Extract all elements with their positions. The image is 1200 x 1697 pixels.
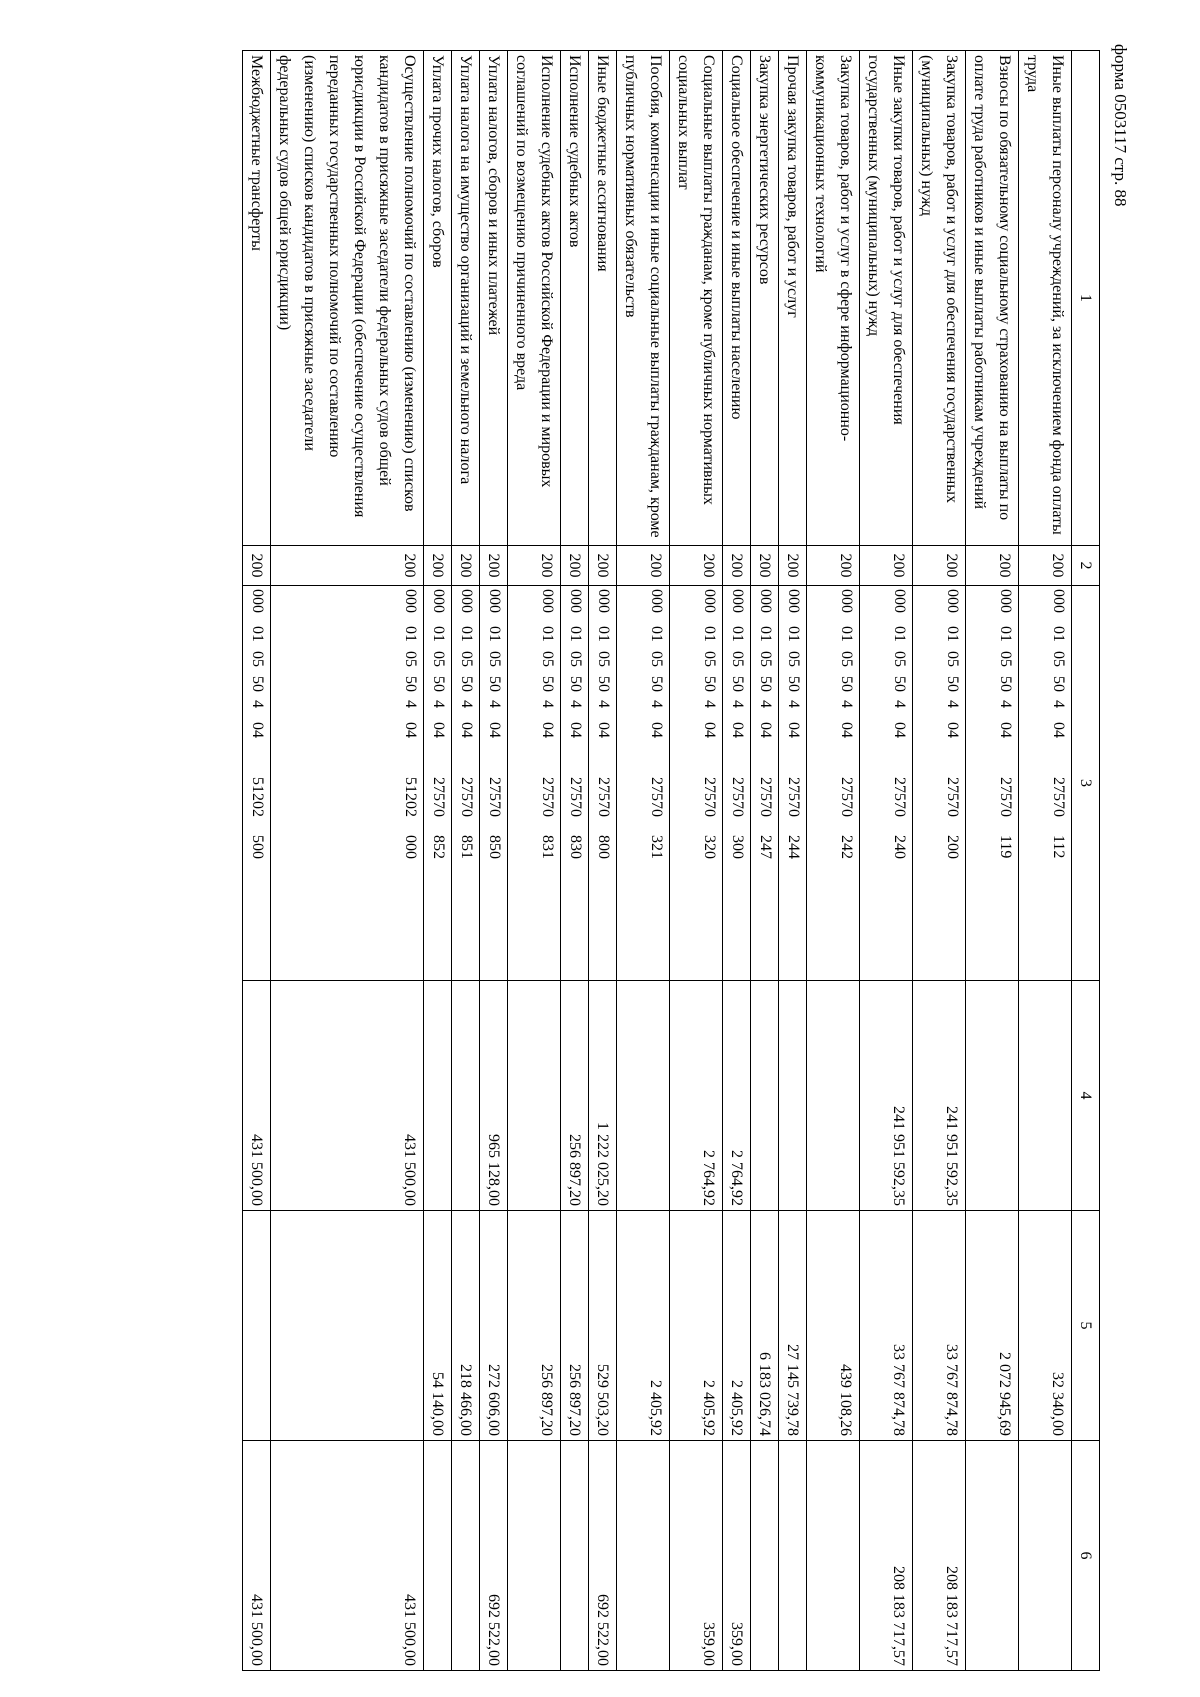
code-part: 01 bbox=[430, 626, 447, 642]
row-unexecuted-amount bbox=[561, 1441, 589, 1671]
column-header: 5 bbox=[1072, 1211, 1100, 1441]
row-approved-amount: 256 897,20 bbox=[561, 981, 589, 1211]
table-row bbox=[860, 51, 913, 1671]
row-unexecuted-amount bbox=[966, 1441, 1019, 1671]
row-budget-code bbox=[779, 586, 807, 981]
row-unexecuted-amount bbox=[1019, 1441, 1072, 1671]
code-part: 01 bbox=[997, 626, 1014, 642]
budget-code-parts bbox=[454, 586, 479, 980]
code-part: 05 bbox=[1050, 651, 1067, 667]
code-part: 04 bbox=[648, 722, 665, 738]
table-row bbox=[452, 51, 480, 1671]
code-part: 27570 bbox=[539, 777, 556, 817]
code-part: 50 bbox=[757, 676, 774, 692]
row-line-code: 200 bbox=[617, 546, 670, 586]
row-line-code: 200 bbox=[751, 546, 779, 586]
budget-code-parts bbox=[245, 586, 270, 980]
code-part: 05 bbox=[539, 651, 556, 667]
row-line-code: 200 bbox=[271, 546, 424, 586]
row-name: Социальные выплаты гражданам, кроме публичных нормативных социальных выплат bbox=[670, 51, 723, 546]
budget-code-parts bbox=[644, 586, 669, 980]
row-executed-amount: 2 405,92 bbox=[617, 1211, 670, 1441]
code-part: 50 bbox=[486, 676, 503, 692]
code-part: 4 bbox=[997, 700, 1014, 708]
table-row bbox=[670, 51, 723, 1671]
code-part: 000 bbox=[249, 589, 266, 613]
row-budget-code bbox=[751, 586, 779, 981]
row-name: Иные закупки товаров, работ и услуг для обеспечения государственных (муниципальных) нужд bbox=[860, 51, 913, 546]
column-header: 6 bbox=[1072, 1441, 1100, 1671]
code-part: 01 bbox=[595, 626, 612, 642]
code-part: 830 bbox=[567, 835, 584, 859]
code-part: 4 bbox=[567, 700, 584, 708]
code-part: 119 bbox=[997, 835, 1014, 859]
code-part: 800 bbox=[595, 835, 612, 859]
code-part: 000 bbox=[1050, 589, 1067, 613]
code-part: 50 bbox=[249, 676, 266, 692]
code-part: 05 bbox=[486, 651, 503, 667]
row-unexecuted-amount: 692 522,00 bbox=[480, 1441, 508, 1671]
code-part: 27570 bbox=[486, 777, 503, 817]
code-part: 240 bbox=[891, 835, 908, 859]
code-part: 04 bbox=[701, 722, 718, 738]
code-part: 04 bbox=[997, 722, 1014, 738]
code-part: 01 bbox=[539, 626, 556, 642]
table-row bbox=[508, 51, 561, 1671]
code-part: 000 bbox=[757, 589, 774, 613]
code-part: 05 bbox=[838, 651, 855, 667]
table-row bbox=[966, 51, 1019, 1671]
code-part: 04 bbox=[757, 722, 774, 738]
budget-code-parts bbox=[535, 586, 560, 980]
row-name: Закупка энергетических ресурсов bbox=[751, 51, 779, 546]
budget-code-parts bbox=[887, 586, 912, 980]
budget-code-parts bbox=[426, 586, 451, 980]
budget-code-parts bbox=[781, 586, 806, 980]
row-line-code: 200 bbox=[966, 546, 1019, 586]
row-budget-code bbox=[1019, 586, 1072, 981]
code-part: 000 bbox=[729, 589, 746, 613]
code-part: 27570 bbox=[701, 777, 718, 817]
table-row bbox=[617, 51, 670, 1671]
code-part: 852 bbox=[430, 835, 447, 859]
row-name: Закупка товаров, работ и услуг в сфере информационно-коммуникационных технологий bbox=[807, 51, 860, 546]
table-row bbox=[589, 51, 617, 1671]
code-part: 04 bbox=[430, 722, 447, 738]
code-part: 4 bbox=[402, 700, 419, 708]
row-approved-amount bbox=[807, 981, 860, 1211]
row-executed-amount: 439 108,26 bbox=[807, 1211, 860, 1441]
code-part: 01 bbox=[838, 626, 855, 642]
row-budget-code bbox=[617, 586, 670, 981]
row-name: Пособия, компенсации и иные социальные выплаты гражданам, кроме публичных нормативных обязательств bbox=[617, 51, 670, 546]
code-part: 27570 bbox=[729, 777, 746, 817]
code-part: 50 bbox=[430, 676, 447, 692]
row-executed-amount: 256 897,20 bbox=[561, 1211, 589, 1441]
code-part: 04 bbox=[891, 722, 908, 738]
row-approved-amount bbox=[779, 981, 807, 1211]
row-line-code: 200 bbox=[243, 546, 271, 586]
code-part: 27570 bbox=[567, 777, 584, 817]
code-part: 320 bbox=[701, 835, 718, 859]
budget-code-parts bbox=[591, 586, 616, 980]
code-part: 50 bbox=[1050, 676, 1067, 692]
row-executed-amount: 529 503,20 bbox=[589, 1211, 617, 1441]
row-unexecuted-amount bbox=[508, 1441, 561, 1671]
row-name: Иные бюджетные ассигнования bbox=[589, 51, 617, 546]
code-part: 01 bbox=[567, 626, 584, 642]
code-part: 51202 bbox=[402, 777, 419, 817]
code-part: 000 bbox=[595, 589, 612, 613]
code-part: 000 bbox=[891, 589, 908, 613]
row-approved-amount bbox=[508, 981, 561, 1211]
code-part: 01 bbox=[785, 626, 802, 642]
code-part: 000 bbox=[944, 589, 961, 613]
budget-code-parts bbox=[563, 586, 588, 980]
code-part: 4 bbox=[648, 700, 665, 708]
table-row bbox=[779, 51, 807, 1671]
row-unexecuted-amount bbox=[452, 1441, 480, 1671]
code-part: 27570 bbox=[891, 777, 908, 817]
row-budget-code bbox=[561, 586, 589, 981]
column-header: 2 bbox=[1072, 546, 1100, 586]
row-name: Прочая закупка товаров, работ и услуг bbox=[779, 51, 807, 546]
code-part: 50 bbox=[701, 676, 718, 692]
row-executed-amount: 256 897,20 bbox=[508, 1211, 561, 1441]
row-executed-amount: 27 145 739,78 bbox=[779, 1211, 807, 1441]
code-part: 27570 bbox=[1050, 777, 1067, 817]
table-row bbox=[751, 51, 779, 1671]
code-part: 321 bbox=[648, 835, 665, 859]
code-part: 850 bbox=[486, 835, 503, 859]
row-budget-code bbox=[480, 586, 508, 981]
row-name: Закупка товаров, работ и услуг для обеспечения государственных (муниципальных) нужд bbox=[913, 51, 966, 546]
row-executed-amount: 6 183 026,74 bbox=[751, 1211, 779, 1441]
code-part: 27570 bbox=[595, 777, 612, 817]
row-executed-amount: 32 340,00 bbox=[1019, 1211, 1072, 1441]
code-part: 50 bbox=[595, 676, 612, 692]
code-part: 50 bbox=[458, 676, 475, 692]
budget-code-parts bbox=[753, 586, 778, 980]
code-part: 50 bbox=[539, 676, 556, 692]
row-line-code: 200 bbox=[860, 546, 913, 586]
row-unexecuted-amount: 359,00 bbox=[670, 1441, 723, 1671]
code-part: 4 bbox=[595, 700, 612, 708]
code-part: 247 bbox=[757, 835, 774, 859]
code-part: 05 bbox=[757, 651, 774, 667]
row-unexecuted-amount: 208 183 717,57 bbox=[913, 1441, 966, 1671]
code-part: 01 bbox=[249, 626, 266, 642]
code-part: 50 bbox=[891, 676, 908, 692]
row-approved-amount bbox=[751, 981, 779, 1211]
code-part: 04 bbox=[402, 722, 419, 738]
row-executed-amount: 33 767 874,78 bbox=[860, 1211, 913, 1441]
row-name: Уплата налогов, сборов и иных платежей bbox=[480, 51, 508, 546]
code-part: 01 bbox=[891, 626, 908, 642]
code-part: 244 bbox=[785, 835, 802, 859]
row-executed-amount: 2 405,92 bbox=[723, 1211, 751, 1441]
code-part: 4 bbox=[701, 700, 718, 708]
row-approved-amount bbox=[617, 981, 670, 1211]
row-unexecuted-amount bbox=[424, 1441, 452, 1671]
row-executed-amount: 54 140,00 bbox=[424, 1211, 452, 1441]
row-unexecuted-amount bbox=[751, 1441, 779, 1671]
table-row bbox=[480, 51, 508, 1671]
row-name: Социальное обеспечение и иные выплаты населению bbox=[723, 51, 751, 546]
row-approved-amount bbox=[1019, 981, 1072, 1211]
table-row bbox=[913, 51, 966, 1671]
row-name: Уплата налога на имущество организаций и земельного налога bbox=[452, 51, 480, 546]
row-approved-amount bbox=[424, 981, 452, 1211]
table-row bbox=[807, 51, 860, 1671]
row-executed-amount: 272 606,00 bbox=[480, 1211, 508, 1441]
code-part: 05 bbox=[785, 651, 802, 667]
code-part: 4 bbox=[838, 700, 855, 708]
row-name: Исполнение судебных актов Российской Федерации и мировых соглашений по возмещению причиненного вреда bbox=[508, 51, 561, 546]
code-part: 01 bbox=[701, 626, 718, 642]
code-part: 01 bbox=[648, 626, 665, 642]
row-line-code: 200 bbox=[424, 546, 452, 586]
code-part: 27570 bbox=[430, 777, 447, 817]
code-part: 4 bbox=[757, 700, 774, 708]
code-part: 27570 bbox=[648, 777, 665, 817]
table-row bbox=[723, 51, 751, 1671]
code-part: 4 bbox=[249, 700, 266, 708]
budget-code-parts bbox=[482, 586, 507, 980]
table-row bbox=[271, 51, 424, 1671]
code-part: 000 bbox=[701, 589, 718, 613]
row-line-code: 200 bbox=[480, 546, 508, 586]
budget-code-parts bbox=[834, 586, 859, 980]
code-part: 04 bbox=[785, 722, 802, 738]
code-part: 4 bbox=[486, 700, 503, 708]
code-part: 112 bbox=[1050, 835, 1067, 859]
budget-code-parts bbox=[697, 586, 722, 980]
code-part: 01 bbox=[486, 626, 503, 642]
code-part: 50 bbox=[944, 676, 961, 692]
code-part: 04 bbox=[595, 722, 612, 738]
code-part: 27570 bbox=[458, 777, 475, 817]
row-budget-code bbox=[860, 586, 913, 981]
row-budget-code bbox=[723, 586, 751, 981]
row-name: Уплата прочих налогов, сборов bbox=[424, 51, 452, 546]
row-line-code: 200 bbox=[561, 546, 589, 586]
table-row bbox=[1019, 51, 1072, 1671]
row-line-code: 200 bbox=[807, 546, 860, 586]
row-line-code: 200 bbox=[452, 546, 480, 586]
code-part: 242 bbox=[838, 835, 855, 859]
code-part: 04 bbox=[729, 722, 746, 738]
row-budget-code bbox=[589, 586, 617, 981]
row-budget-code bbox=[452, 586, 480, 981]
code-part: 27570 bbox=[838, 777, 855, 817]
row-line-code: 200 bbox=[508, 546, 561, 586]
row-approved-amount bbox=[452, 981, 480, 1211]
row-line-code: 200 bbox=[670, 546, 723, 586]
code-part: 05 bbox=[430, 651, 447, 667]
row-unexecuted-amount: 431 500,00 bbox=[271, 1441, 424, 1671]
code-part: 4 bbox=[539, 700, 556, 708]
row-approved-amount: 965 128,00 bbox=[480, 981, 508, 1211]
code-part: 50 bbox=[997, 676, 1014, 692]
code-part: 04 bbox=[486, 722, 503, 738]
row-approved-amount: 431 500,00 bbox=[243, 981, 271, 1211]
code-part: 4 bbox=[785, 700, 802, 708]
row-unexecuted-amount bbox=[807, 1441, 860, 1671]
row-budget-code bbox=[913, 586, 966, 981]
code-part: 000 bbox=[402, 835, 419, 859]
code-part: 000 bbox=[648, 589, 665, 613]
code-part: 000 bbox=[997, 589, 1014, 613]
row-executed-amount: 2 072 945,69 bbox=[966, 1211, 1019, 1441]
report-sheet bbox=[110, 50, 1100, 1670]
code-part: 51202 bbox=[249, 777, 266, 817]
code-part: 04 bbox=[567, 722, 584, 738]
row-unexecuted-amount: 359,00 bbox=[723, 1441, 751, 1671]
row-line-code: 200 bbox=[1019, 546, 1072, 586]
code-part: 05 bbox=[729, 651, 746, 667]
code-part: 4 bbox=[458, 700, 475, 708]
row-unexecuted-amount: 431 500,00 bbox=[243, 1441, 271, 1671]
column-header: 4 bbox=[1072, 981, 1100, 1211]
code-part: 05 bbox=[891, 651, 908, 667]
code-part: 000 bbox=[430, 589, 447, 613]
code-part: 000 bbox=[486, 589, 503, 613]
row-approved-amount: 2 764,92 bbox=[723, 981, 751, 1211]
code-part: 4 bbox=[891, 700, 908, 708]
row-approved-amount bbox=[966, 981, 1019, 1211]
row-name: Иные выплаты персоналу учреждений, за исключением фонда оплаты труда bbox=[1019, 51, 1072, 546]
form-page-label: форма 0503117 стр. 88 bbox=[1111, 44, 1130, 207]
code-part: 05 bbox=[458, 651, 475, 667]
row-name: Взносы по обязательному социальному страхованию на выплаты по оплате труда работников и иные выплаты работникам учреждений bbox=[966, 51, 1019, 546]
row-budget-code bbox=[271, 586, 424, 981]
row-approved-amount: 2 764,92 bbox=[670, 981, 723, 1211]
row-name: Осуществление полномочий по составлению (изменению) списков кандидатов в присяжные заседатели федеральных судов общей юрисдикции в Российской Федерации (обеспечение осуществления переданных государственных полномочий по составлению (изменению) списков кандидатов в присяжные заседатели федеральных судов общей юрисдикции) bbox=[271, 51, 424, 546]
row-budget-code bbox=[424, 586, 452, 981]
budget-execution-table bbox=[242, 50, 1100, 1671]
code-part: 4 bbox=[430, 700, 447, 708]
code-part: 831 bbox=[539, 835, 556, 859]
code-part: 04 bbox=[838, 722, 855, 738]
row-unexecuted-amount bbox=[779, 1441, 807, 1671]
column-header: 3 bbox=[1072, 586, 1100, 981]
code-part: 05 bbox=[567, 651, 584, 667]
code-part: 04 bbox=[944, 722, 961, 738]
row-budget-code bbox=[508, 586, 561, 981]
row-unexecuted-amount: 208 183 717,57 bbox=[860, 1441, 913, 1671]
code-part: 04 bbox=[1050, 722, 1067, 738]
row-executed-amount bbox=[271, 1211, 424, 1441]
code-part: 05 bbox=[997, 651, 1014, 667]
budget-code-parts bbox=[940, 586, 965, 980]
code-part: 05 bbox=[402, 651, 419, 667]
row-line-code: 200 bbox=[779, 546, 807, 586]
row-executed-amount: 33 767 874,78 bbox=[913, 1211, 966, 1441]
row-budget-code bbox=[670, 586, 723, 981]
code-part: 000 bbox=[539, 589, 556, 613]
table-row bbox=[424, 51, 452, 1671]
code-part: 05 bbox=[595, 651, 612, 667]
row-line-code: 200 bbox=[913, 546, 966, 586]
code-part: 27570 bbox=[944, 777, 961, 817]
code-part: 500 bbox=[249, 835, 266, 859]
code-part: 000 bbox=[458, 589, 475, 613]
row-name: Исполнение судебных актов bbox=[561, 51, 589, 546]
row-unexecuted-amount: 692 522,00 bbox=[589, 1441, 617, 1671]
budget-code-parts bbox=[1046, 586, 1071, 980]
column-number-row bbox=[1072, 51, 1100, 1671]
code-part: 05 bbox=[701, 651, 718, 667]
code-part: 50 bbox=[785, 676, 802, 692]
row-unexecuted-amount bbox=[617, 1441, 670, 1671]
code-part: 851 bbox=[458, 835, 475, 859]
code-part: 01 bbox=[757, 626, 774, 642]
row-approved-amount: 431 500,00 bbox=[271, 981, 424, 1211]
row-budget-code bbox=[966, 586, 1019, 981]
row-approved-amount: 241 951 592,35 bbox=[860, 981, 913, 1211]
code-part: 000 bbox=[402, 589, 419, 613]
row-executed-amount: 2 405,92 bbox=[670, 1211, 723, 1441]
code-part: 000 bbox=[567, 589, 584, 613]
budget-code-parts bbox=[398, 586, 423, 980]
code-part: 4 bbox=[944, 700, 961, 708]
code-part: 4 bbox=[729, 700, 746, 708]
row-line-code: 200 bbox=[589, 546, 617, 586]
code-part: 01 bbox=[402, 626, 419, 642]
row-executed-amount bbox=[243, 1211, 271, 1441]
row-budget-code bbox=[243, 586, 271, 981]
code-part: 01 bbox=[944, 626, 961, 642]
row-approved-amount: 241 951 592,35 bbox=[913, 981, 966, 1211]
row-approved-amount: 1 222 025,20 bbox=[589, 981, 617, 1211]
code-part: 05 bbox=[648, 651, 665, 667]
code-part: 27570 bbox=[757, 777, 774, 817]
budget-code-parts bbox=[993, 586, 1018, 980]
code-part: 01 bbox=[458, 626, 475, 642]
code-part: 01 bbox=[1050, 626, 1067, 642]
row-executed-amount: 218 466,00 bbox=[452, 1211, 480, 1441]
code-part: 27570 bbox=[997, 777, 1014, 817]
code-part: 50 bbox=[402, 676, 419, 692]
row-budget-code bbox=[807, 586, 860, 981]
code-part: 04 bbox=[458, 722, 475, 738]
column-header: 1 bbox=[1072, 51, 1100, 546]
code-part: 01 bbox=[729, 626, 746, 642]
row-line-code: 200 bbox=[723, 546, 751, 586]
code-part: 04 bbox=[249, 722, 266, 738]
code-part: 200 bbox=[944, 835, 961, 859]
code-part: 27570 bbox=[785, 777, 802, 817]
code-part: 4 bbox=[1050, 700, 1067, 708]
code-part: 000 bbox=[838, 589, 855, 613]
budget-code-parts bbox=[725, 586, 750, 980]
code-part: 50 bbox=[838, 676, 855, 692]
row-name: Межбюджетные трансферты bbox=[243, 51, 271, 546]
code-part: 000 bbox=[785, 589, 802, 613]
code-part: 05 bbox=[944, 651, 961, 667]
code-part: 50 bbox=[648, 676, 665, 692]
code-part: 04 bbox=[539, 722, 556, 738]
code-part: 50 bbox=[567, 676, 584, 692]
code-part: 300 bbox=[729, 835, 746, 859]
table-row bbox=[561, 51, 589, 1671]
code-part: 05 bbox=[249, 651, 266, 667]
code-part: 50 bbox=[729, 676, 746, 692]
table-row bbox=[243, 51, 271, 1671]
